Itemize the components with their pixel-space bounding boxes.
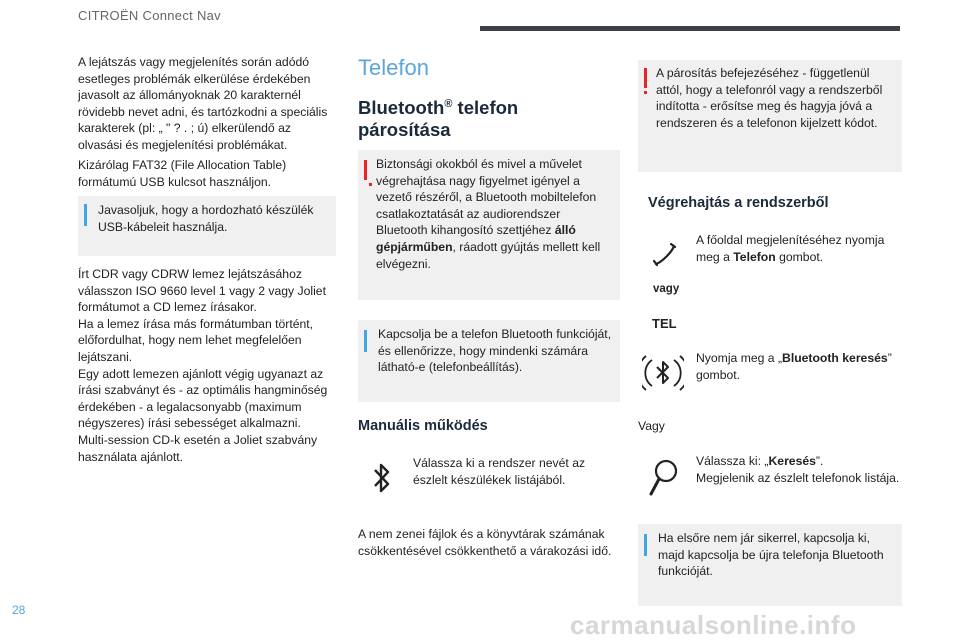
cd-line: Multi-session CD-k esetén a Joliet szabvány használata ajánlott. — [78, 432, 318, 464]
section-title: Telefon — [358, 55, 429, 80]
or-text: Vagy — [638, 419, 665, 433]
manual-operation-heading: Manuális működés — [358, 418, 488, 434]
info-box-text: Javasoljuk, hogy a hordozható készülék USB-kábeleit használja. — [98, 203, 314, 234]
footer-watermark: carmanualsonline.info — [570, 610, 857, 640]
info-icon — [364, 330, 367, 352]
manual-operation-text: Válassza ki a rendszer nevét az észlelt készülékek listájából. — [413, 456, 586, 487]
cd-line: Írt CDR vagy CDRW lemez lejátszásához válasszon ISO 9660 level 1 vagy 2 vagy Joliet formátumot a CD lemez írásakor. — [78, 267, 326, 315]
info-box-text: Ha elsőre nem jár sikerrel, kapcsolja ki, majd kapcsolja be újra telefonja Bluetooth funkcióját. — [658, 531, 884, 579]
or-label: vagy — [653, 283, 680, 295]
col2-bottom-text: A nem zenei fájlok és a könyvtárak számának csökkentésével csökkenthető a várakozási idő. — [358, 527, 612, 558]
page-number: 28 — [12, 603, 26, 617]
col2-warning-box — [358, 150, 620, 300]
info-icon — [84, 204, 87, 226]
col3-info-box — [638, 524, 902, 606]
warning-box-text: Biztonsági okokból és mivel a művelet végrehajtása nagy figyelmet igényel a vezető részéről, a Bluetooth mobiltelefon csatlakoztatását az audiorendszer Bluetooth kihangosító szettjéhez álló gépjárműben, ráadott gyújtás mellett kell elvégezni. — [376, 157, 601, 271]
header-rule — [480, 26, 900, 31]
cd-line: Ha a lemez írása más formátumban történt, előfordulhat, hogy nem lehet megfelelően lejátszani. — [78, 316, 314, 364]
tel-button-label: TEL — [652, 316, 677, 331]
bluetooth-search-icon — [642, 352, 684, 394]
cd-line: Egy adott lemezen ajánlott végig ugyanazt az írási szabványt és - az optimális hangminőség érdekében - a legalacsonyabb (maximum négyszeres) írási sebességet alkalmazni. — [78, 366, 328, 431]
search-icon — [646, 458, 680, 498]
step3-line: Megjelenik az észlelt telefonok listája. — [696, 470, 900, 485]
system-execution-heading: Végrehajtás a rendszerből — [648, 195, 829, 211]
col1-paragraph-1: A lejátszás vagy megjelenítés során adódó esetleges problémák elkerülése érdekében javasolt az állományoknak 20 karakternél rövidebb nevet adni, és tartózkodni a speciális karakterek (pl: „ " ? . ; ú) elkerülendő az olvasási és megjelenítési problémákat. — [78, 55, 328, 152]
step3-line: Válassza ki: „Keresés”. — [696, 454, 824, 468]
bluetooth-pairing-heading: Bluetooth® telefon párosítása — [358, 97, 519, 141]
warning-icon — [644, 68, 647, 88]
info-icon — [644, 534, 647, 556]
step3-text — [696, 453, 901, 486]
phone-icon — [650, 240, 680, 270]
step1-text: A főoldal megjelenítéséhez nyomja meg a Telefon gombot. — [696, 233, 885, 264]
warning-icon-dot — [644, 91, 647, 94]
col1-paragraph-3 — [78, 266, 330, 465]
info-box-text: Kapcsolja be a telefon Bluetooth funkcióját, és ellenőrizze, hogy mindenki számára látható-e (telefonbeállítás). — [378, 327, 612, 375]
warning-icon — [364, 160, 367, 180]
col3-warning-box — [638, 60, 902, 172]
col1-info-box — [78, 196, 336, 256]
bluetooth-icon — [372, 460, 392, 496]
col1-paragraph-2: Kizárólag FAT32 (File Allocation Table) formátumú USB kulcsot használjon. — [78, 158, 287, 189]
warning-icon-dot — [369, 183, 372, 186]
step2-text: Nyomja meg a „Bluetooth keresés” gombot. — [696, 351, 892, 382]
document-header-title: CITROËN Connect Nav — [78, 8, 221, 23]
warning-box-text: A párosítás befejezéséhez - függetlenül attól, hogy a telefonról vagy a rendszerből indította - erősítse meg és hagyja jóvá a rendszeren és a telefonon kijelzett kódot. — [656, 66, 883, 130]
col2-info-box — [358, 320, 620, 402]
